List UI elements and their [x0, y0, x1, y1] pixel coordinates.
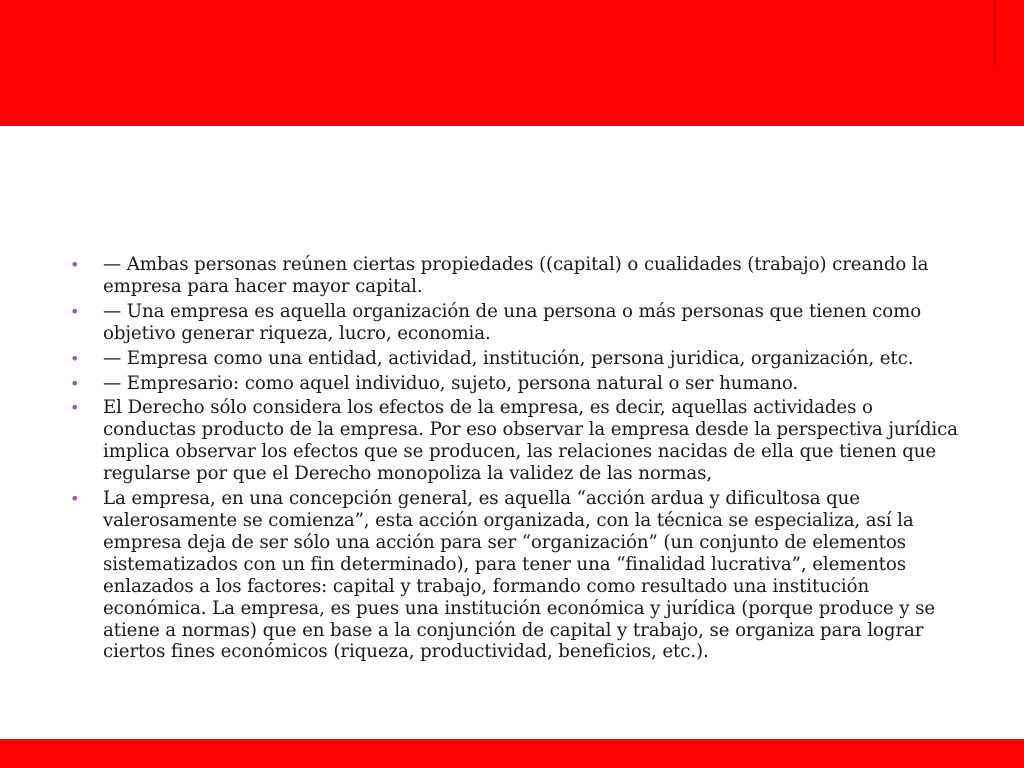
list-item	[70, 254, 960, 298]
bullet-icon: •	[70, 301, 80, 321]
list-item-text: El Derecho sólo considera los efectos de la empresa, es decir, aquellas actividades o conductas producto de la empresa. Por eso observar la empresa desde la perspectiva jurídica implica observar los efectos que se producen, las relaciones nacidas de ella que tienen que regularse por que el Derecho monopoliza la validez de las normas,	[103, 397, 958, 485]
bullet-icon: •	[70, 489, 80, 509]
list-item-text: — Una empresa es aquella organización de una persona o más personas que tienen como objetivo generar riqueza, lucro, economia.	[103, 300, 922, 344]
bullet-icon: •	[70, 348, 80, 368]
list-item	[70, 348, 960, 370]
bullet-icon: •	[70, 398, 80, 418]
band-divider-line	[994, 0, 995, 66]
bullet-icon: •	[70, 255, 80, 274]
list-item	[70, 397, 960, 485]
list-item-text: — Ambas personas reúnen ciertas propiedades ((capital) o cualidades (trabajo) creando la empresa para hacer mayor capital.	[103, 254, 929, 297]
list-item	[70, 301, 960, 345]
top-red-band	[0, 0, 1024, 126]
bullet-list	[70, 254, 960, 666]
list-item-text: — Empresa como una entidad, actividad, institución, persona juridica, organización, etc.	[103, 347, 914, 369]
list-item-text: — Empresario: como aquel individuo, sujeto, persona natural o ser humano.	[103, 372, 799, 394]
bottom-red-band	[0, 739, 1024, 768]
list-item-text: La empresa, en una concepción general, es aquella “acción ardua y dificultosa que valerosamente se comienza”, esta acción organizada, con la técnica se especializa, así la empresa deja de ser sólo una acción para ser “organización” (un conjunto de elementos sistematizados con un fin determinado), para tener una “finalidad lucrativa”, elementos enlazados a los factores: capital y trabajo, formando como resultado una institución económica. La empresa, es pues una institución económica y jurídica (porque produce y se atiene a normas) que en base a la conjunción de capital y trabajo, se organiza para lograr ciertos fines económicos (riqueza, productividad, beneficios, etc.).	[103, 488, 936, 663]
bullet-icon: •	[70, 373, 80, 393]
list-item	[70, 488, 960, 663]
list-item	[70, 373, 960, 395]
